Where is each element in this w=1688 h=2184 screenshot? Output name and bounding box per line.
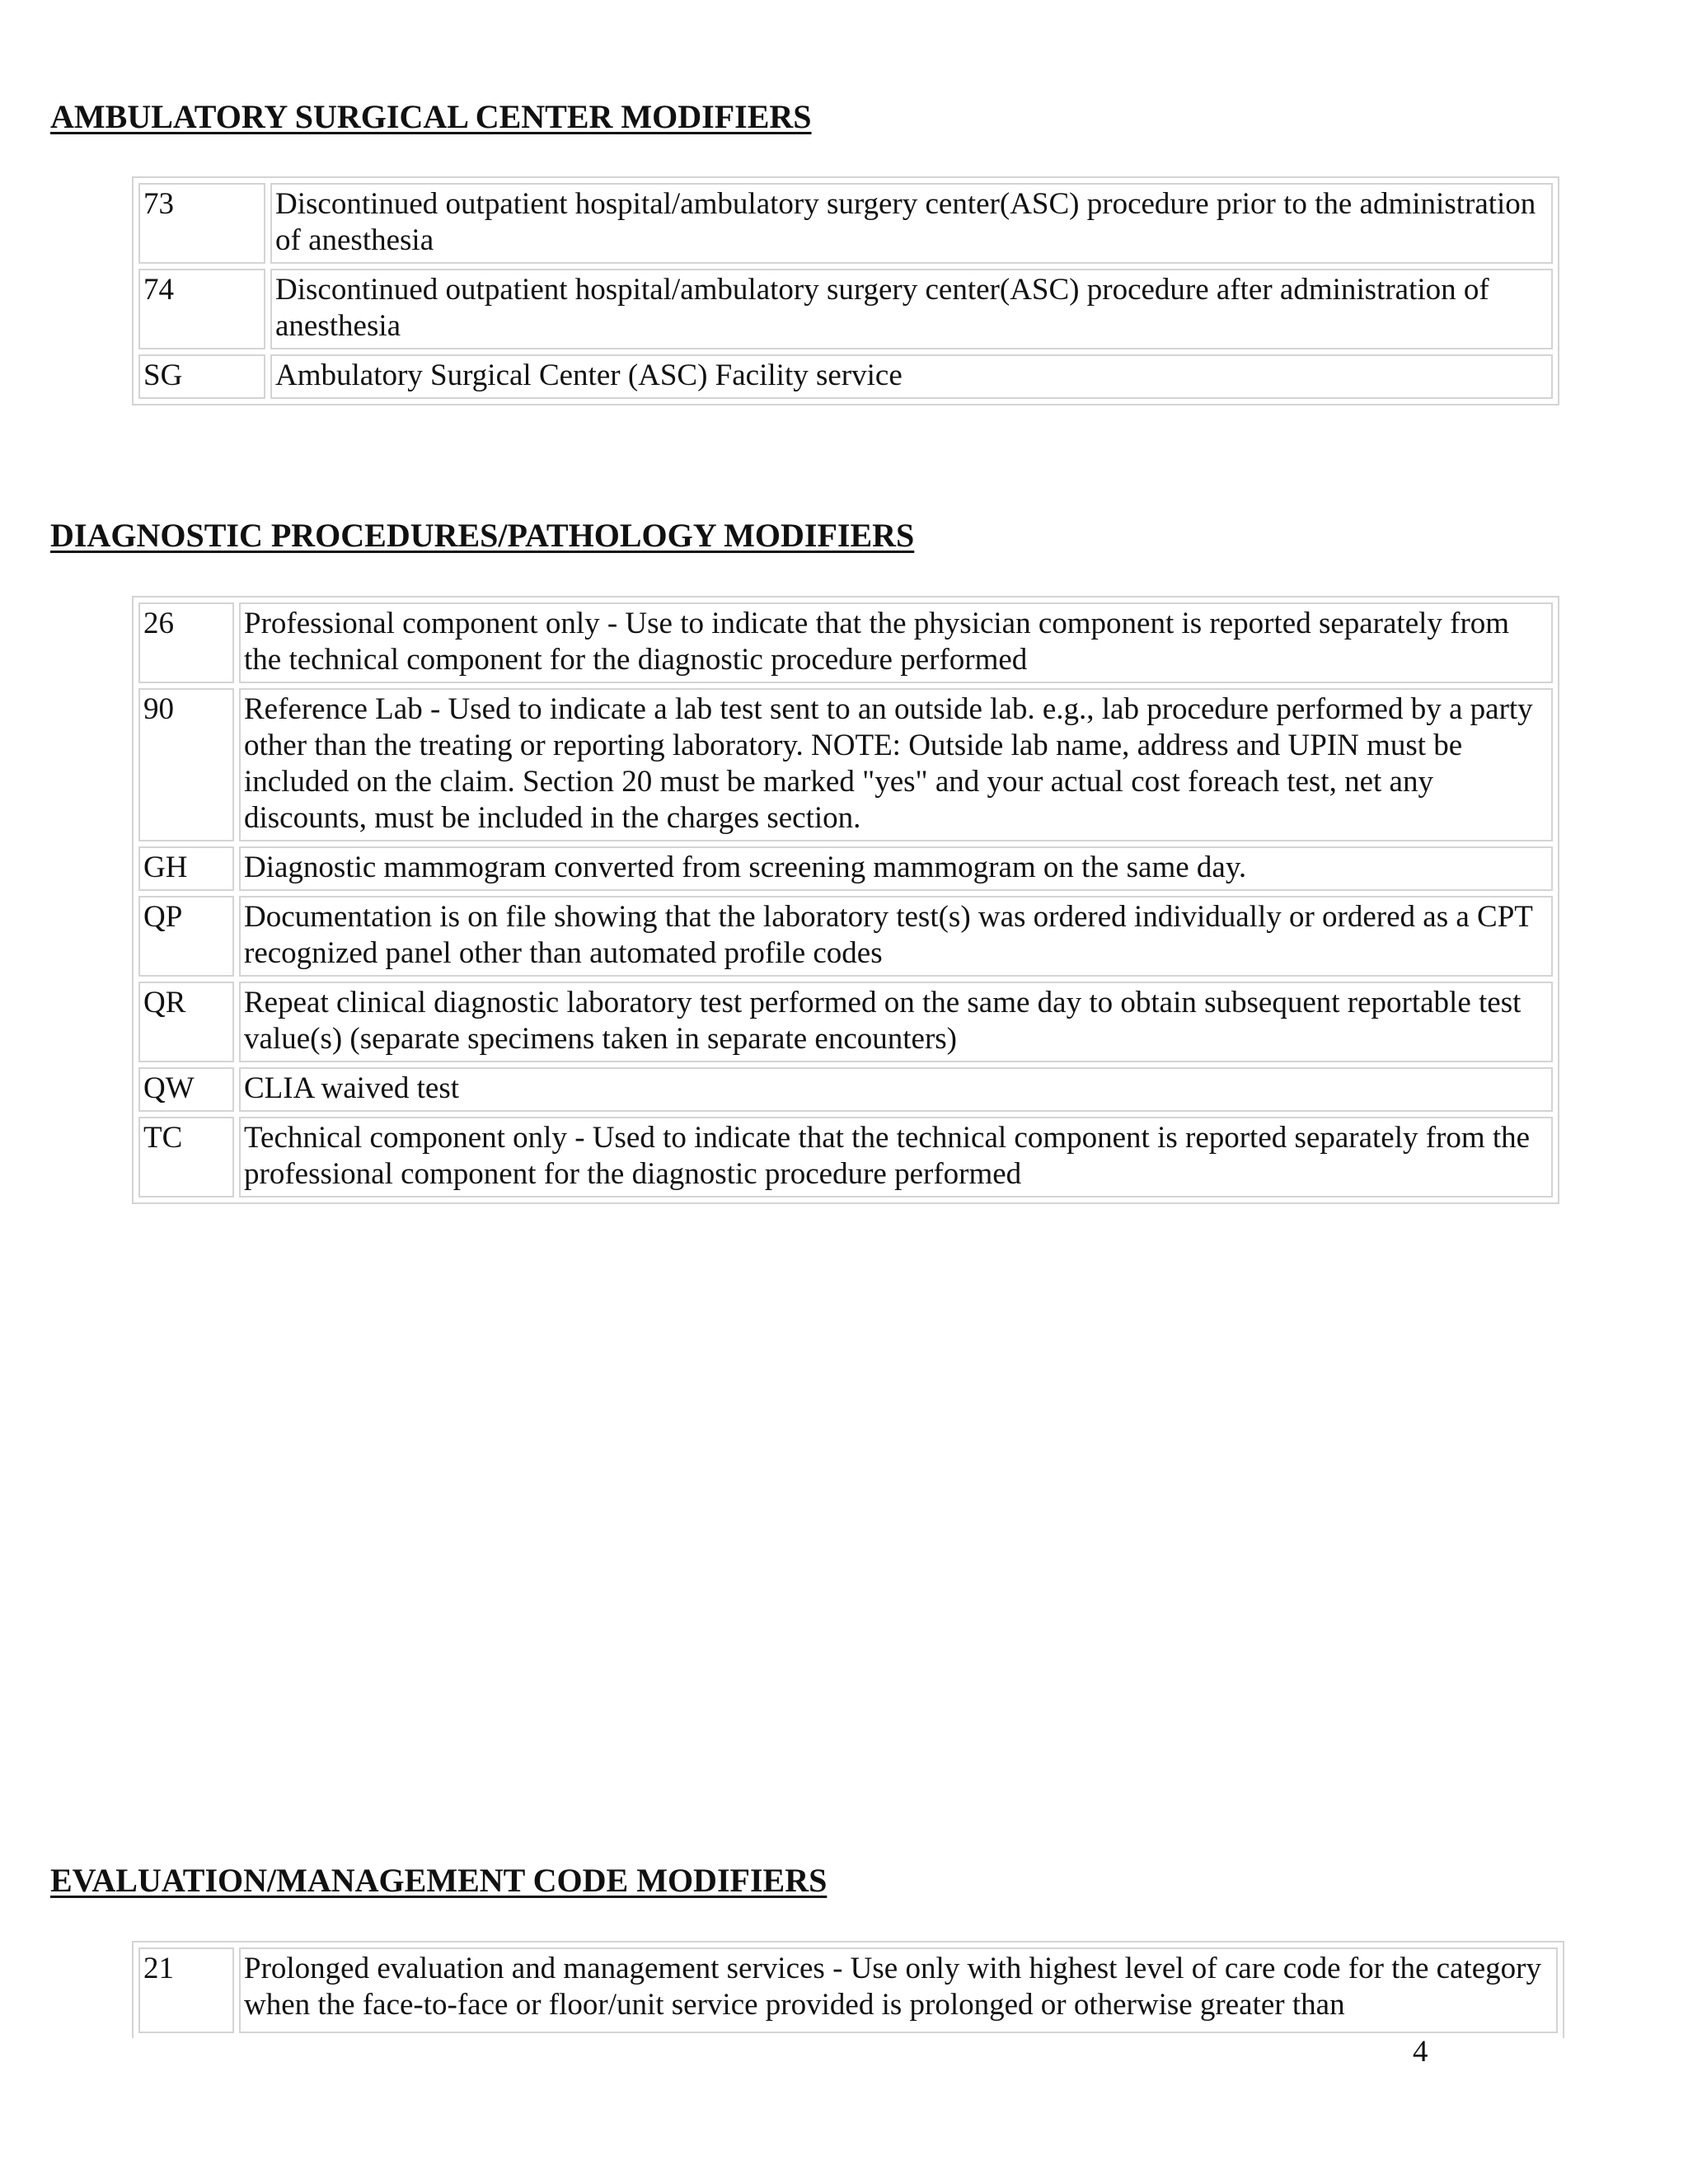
- table-row: [138, 602, 1553, 683]
- modifier-description: Reference Lab - Used to indicate a lab test sent to an outside lab. e.g., lab procedure performed by a party other than the treating or reporting laboratory. NOTE: Outside lab name, address and UPIN must be included on the claim. Section 20 must be marked "yes" and your actual cost foreach test, net any discounts, must be included in the charges section.: [239, 688, 1553, 841]
- table-row: [138, 1117, 1553, 1197]
- modifier-code: 74: [138, 269, 265, 349]
- modifier-description: Discontinued outpatient hospital/ambulatory surgery center(ASC) procedure after administration of anesthesia: [270, 269, 1553, 349]
- modifier-description: Diagnostic mammogram converted from screening mammogram on the same day.: [239, 846, 1553, 891]
- table-row: [138, 688, 1553, 841]
- table-row: [138, 183, 1553, 264]
- modifier-code: 26: [138, 602, 234, 683]
- modifier-description: Technical component only - Used to indicate that the technical component is reported separately from the professional component for the diagnostic procedure performed: [239, 1117, 1553, 1197]
- diagnostic-modifier-table: [132, 596, 1559, 1204]
- em-modifier-table: [132, 1941, 1564, 2038]
- table-row: [138, 846, 1553, 891]
- modifier-code: TC: [138, 1117, 234, 1197]
- section-heading-asc: AMBULATORY SURGICAL CENTER MODIFIERS: [50, 98, 812, 135]
- page-number: 4: [1413, 2035, 1428, 2069]
- modifier-description: Prolonged evaluation and management services - Use only with highest level of care code for the category when the face-to-face or floor/unit service provided is prolonged or otherwise greater than: [239, 1947, 1558, 2033]
- table-row: [138, 1067, 1553, 1112]
- modifier-code: 21: [138, 1947, 234, 2033]
- section-heading-diagnostic: DIAGNOSTIC PROCEDURES/PATHOLOGY MODIFIERS: [50, 517, 915, 554]
- modifier-description: CLIA waived test: [239, 1067, 1553, 1112]
- table-row: [138, 896, 1553, 977]
- section-heading-evaluation-management: EVALUATION/MANAGEMENT CODE MODIFIERS: [50, 1862, 828, 1899]
- em-table-clip: [132, 1941, 1568, 2038]
- modifier-description: Ambulatory Surgical Center (ASC) Facility service: [270, 354, 1553, 399]
- table-row: [138, 982, 1553, 1062]
- modifier-description: Professional component only - Use to indicate that the physician component is reported separately from the technical component for the diagnostic procedure performed: [239, 602, 1553, 683]
- modifier-code: QW: [138, 1067, 234, 1112]
- table-row: [138, 269, 1553, 349]
- modifier-description: Discontinued outpatient hospital/ambulatory surgery center(ASC) procedure prior to the administration of anesthesia: [270, 183, 1553, 264]
- table-row: [138, 354, 1553, 399]
- modifier-code: QP: [138, 896, 234, 977]
- modifier-description: Repeat clinical diagnostic laboratory test performed on the same day to obtain subsequent reportable test value(s) (separate specimens taken in separate encounters): [239, 982, 1553, 1062]
- modifier-code: 90: [138, 688, 234, 841]
- modifier-code: SG: [138, 354, 265, 399]
- table-row: [138, 1947, 1558, 2033]
- modifier-code: 73: [138, 183, 265, 264]
- modifier-code: QR: [138, 982, 234, 1062]
- modifier-code: GH: [138, 846, 234, 891]
- modifier-description: Documentation is on file showing that the laboratory test(s) was ordered individually or ordered as a CPT recognized panel other than automated profile codes: [239, 896, 1553, 977]
- asc-modifier-table: [132, 176, 1559, 405]
